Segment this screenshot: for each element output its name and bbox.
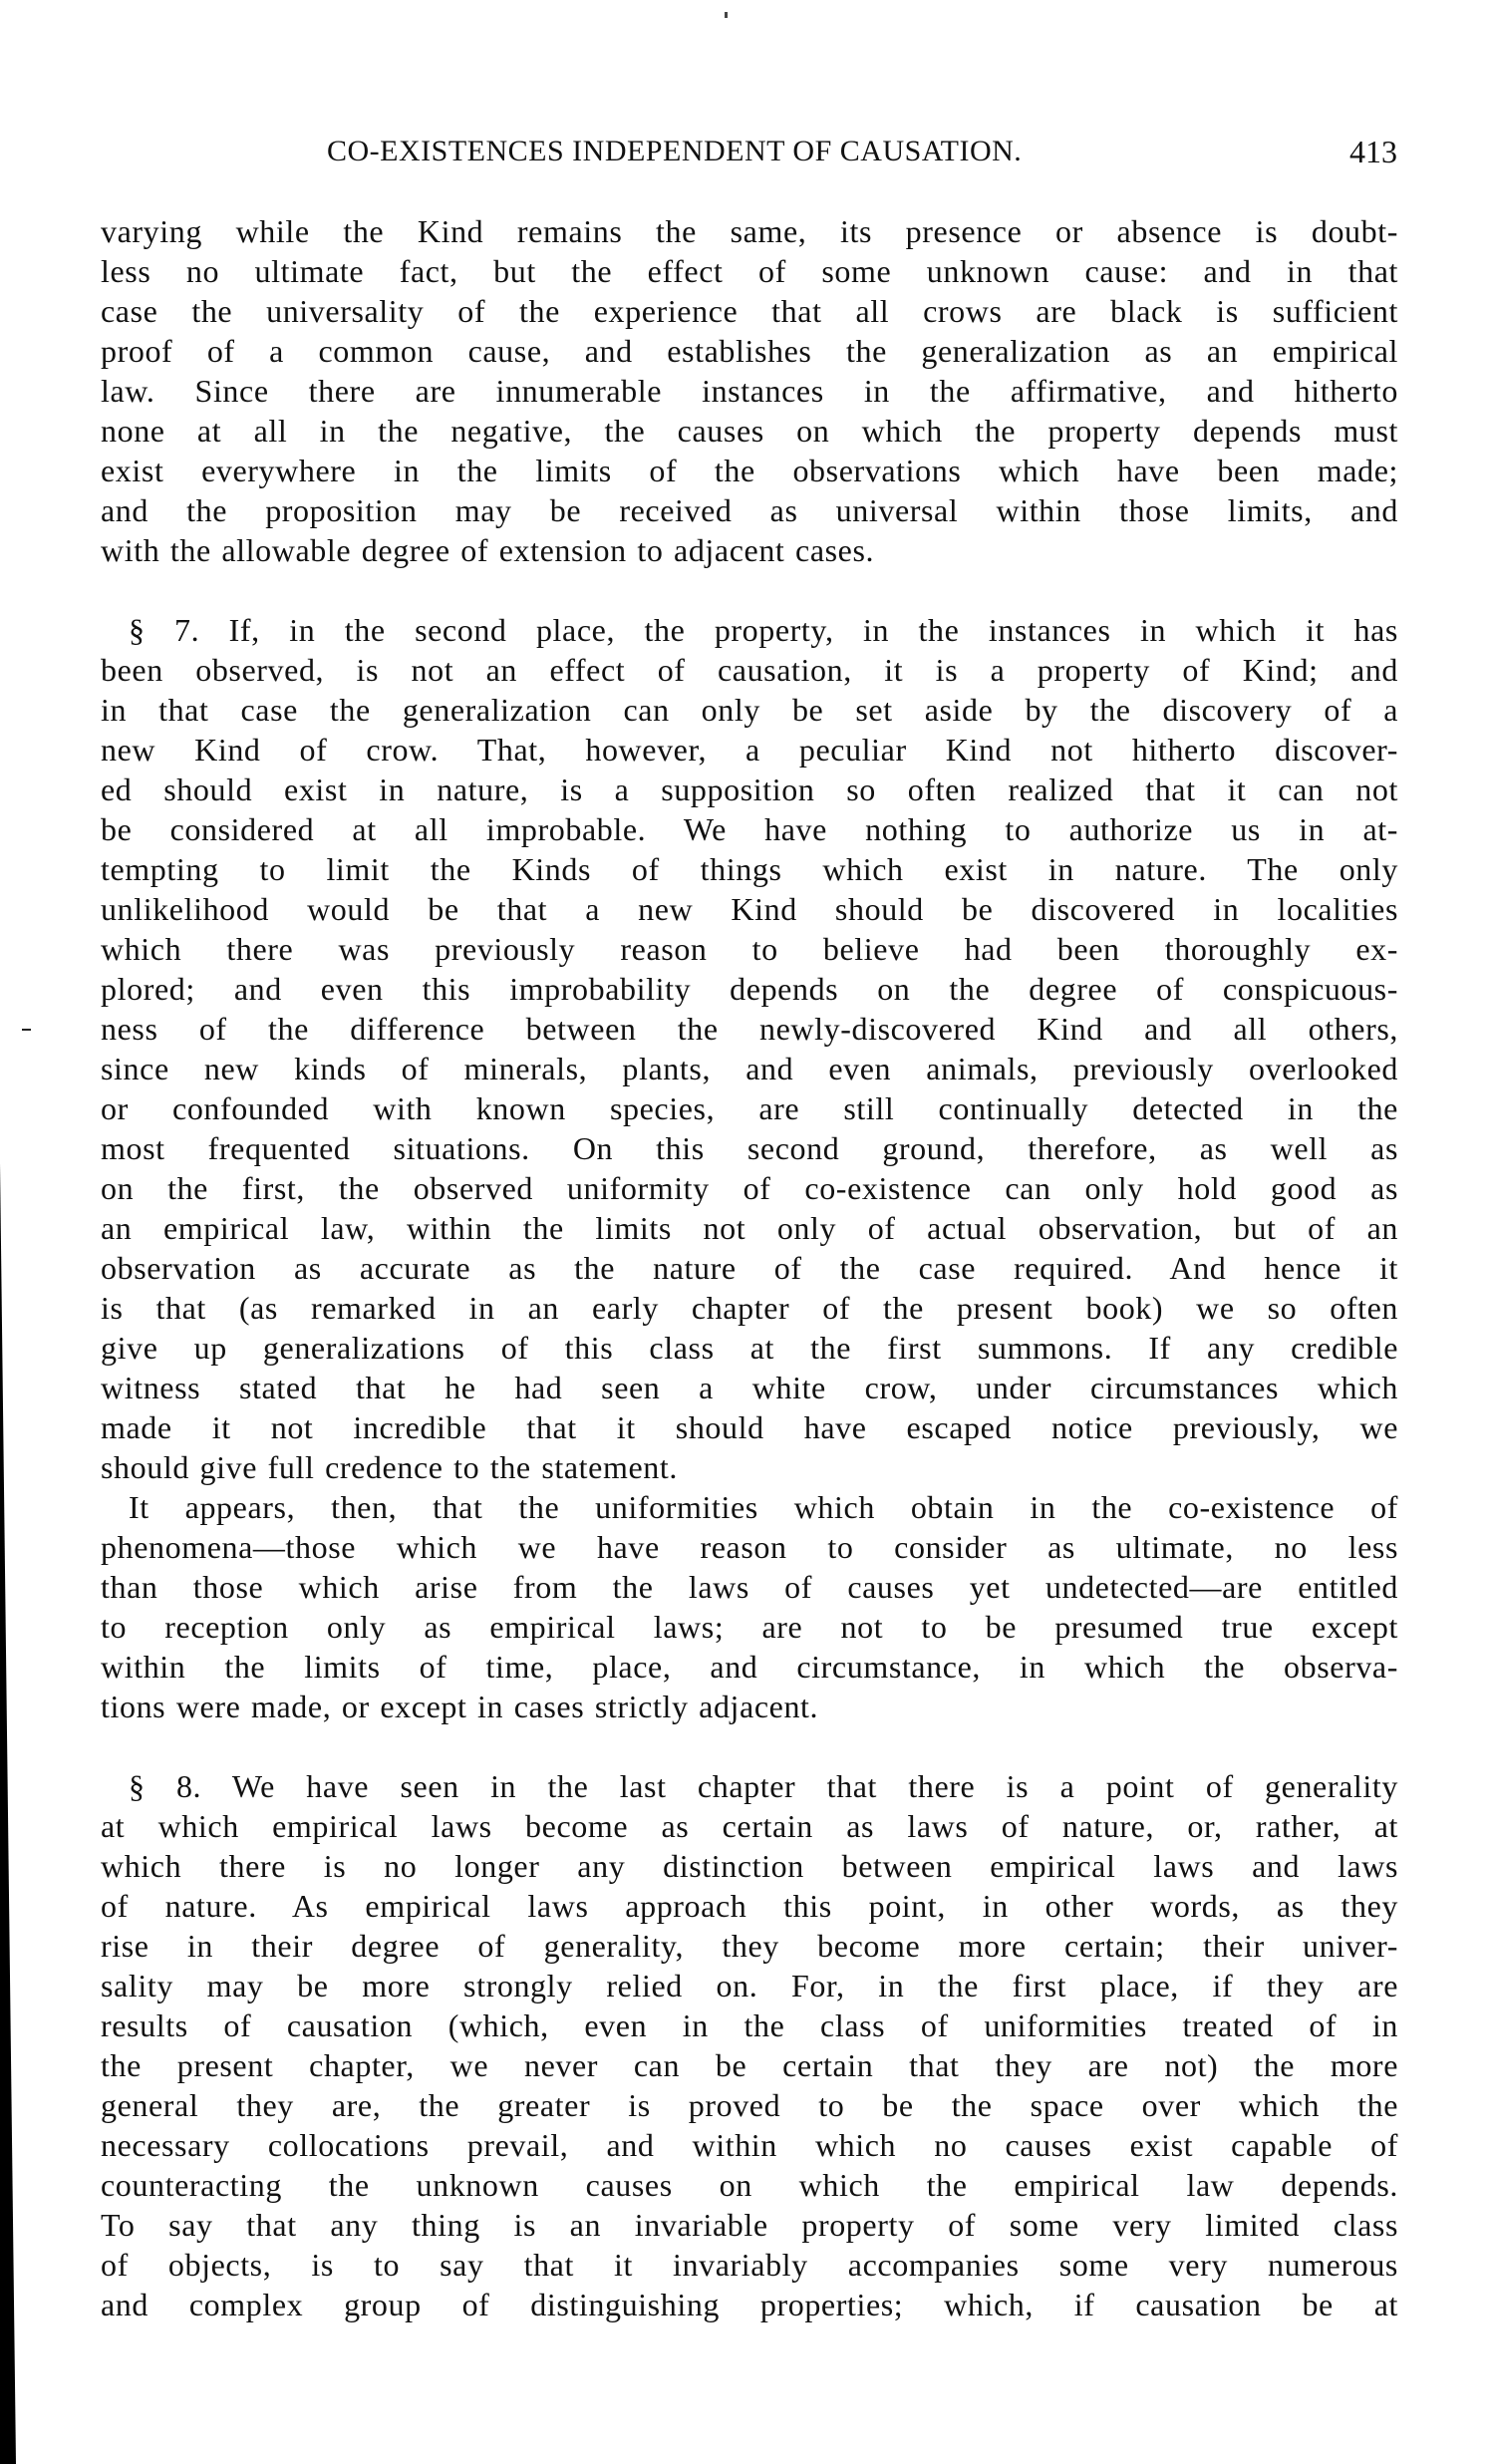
text-line: of nature. As empirical laws approach this point, in other words, as they	[101, 1888, 1398, 1924]
text-line: which there was previously reason to believe had been thoroughly ex-	[101, 931, 1398, 967]
text-line: plored; and even this improbability depends on the degree of conspicuous-	[101, 971, 1398, 1007]
text-line: within the limits of time, place, and circumstance, in which the observa-	[101, 1649, 1398, 1685]
text-line: most frequented situations. On this second ground, therefore, as well as	[101, 1130, 1398, 1166]
running-title: CO-EXISTENCES INDEPENDENT OF CAUSATION.	[327, 135, 1023, 167]
text-line: observation as accurate as the nature of the case required. And hence it	[101, 1250, 1398, 1286]
text-line: is that (as remarked in an early chapter of the present book) we so often	[101, 1290, 1398, 1326]
text-line: the present chapter, we never can be certain that they are not) the more	[101, 2047, 1398, 2083]
text-line: It appears, then, that the uniformities which obtain in the co-existence of	[129, 1489, 1398, 1525]
text-line: § 7. If, in the second place, the property, in the instances in which it has	[129, 612, 1398, 648]
text-line: necessary collocations prevail, and within which no causes exist capable of	[101, 2127, 1398, 2163]
text-line: with the allowable degree of extension to adjacent cases.	[101, 532, 875, 568]
text-line: or confounded with known species, are still continually detected in the	[101, 1090, 1398, 1126]
text-line: since new kinds of minerals, plants, and even animals, previously overlooked	[101, 1051, 1398, 1086]
text-line: results of causation (which, even in the class of uniformities treated of in	[101, 2007, 1398, 2043]
text-line: new Kind of crow. That, however, a peculiar Kind not hitherto discover-	[101, 732, 1398, 768]
text-line: unlikelihood would be that a new Kind should be discovered in localities	[101, 891, 1398, 927]
text-line: exist everywhere in the limits of the observations which have been made;	[101, 453, 1398, 488]
text-line: law. Since there are innumerable instances in the affirmative, and hitherto	[101, 373, 1398, 409]
text-line: than those which arise from the laws of causes yet undetected—are entitled	[101, 1569, 1398, 1605]
text-line: on the first, the observed uniformity of co-existence can only hold good as	[101, 1170, 1398, 1206]
text-line: should give full credence to the statement.	[101, 1449, 678, 1485]
text-line: none at all in the negative, the causes on which the property depends must	[101, 413, 1398, 449]
page-header	[100, 130, 1397, 173]
text-line: case the universality of the experience that all crows are black is sufficient	[101, 293, 1398, 329]
text-line: be considered at all improbable. We have nothing to authorize us in at-	[101, 811, 1398, 847]
text-line: at which empirical laws become as certain as laws of nature, or, rather, at	[101, 1808, 1398, 1844]
text-line: ed should exist in nature, is a supposition so often realized that it can not	[101, 771, 1398, 807]
scan-speck	[725, 12, 728, 18]
text-line: and complex group of distinguishing properties; which, if causation be at	[101, 2287, 1398, 2322]
paragraph	[101, 1487, 1398, 1726]
paragraph	[101, 211, 1398, 570]
text-line: phenomena—those which we have reason to consider as ultimate, no less	[101, 1529, 1398, 1565]
page-number: 413	[1349, 134, 1397, 169]
text-line: been observed, is not an effect of causation, it is a property of Kind; and	[101, 652, 1398, 688]
scan-mark	[22, 1029, 31, 1031]
text-line: in that case the generalization can only be set aside by the discovery of a	[101, 692, 1398, 728]
page-body	[101, 211, 1398, 2324]
text-line: sality may be more strongly relied on. For, in the first place, if they are	[101, 1968, 1398, 2003]
text-line: less no ultimate fact, but the effect of some unknown cause: and in that	[101, 253, 1398, 289]
text-line: ness of the difference between the newly-discovered Kind and all others,	[101, 1011, 1398, 1047]
text-line: proof of a common cause, and establishes the generalization as an empirical	[101, 333, 1398, 369]
text-line: witness stated that he had seen a white crow, under circumstances which	[101, 1370, 1398, 1405]
text-line: an empirical law, within the limits not only of actual observation, but of an	[101, 1210, 1398, 1246]
text-line: tions were made, or except in cases strictly adjacent.	[101, 1689, 819, 1724]
text-line: To say that any thing is an invariable property of some very limited class	[101, 2207, 1398, 2243]
text-line: § 8. We have seen in the last chapter that there is a point of generality	[129, 1768, 1398, 1804]
text-line: of objects, is to say that it invariably accompanies some very numerous	[101, 2247, 1398, 2283]
text-line: rise in their degree of generality, they become more certain; their univer-	[101, 1928, 1398, 1964]
text-line: counteracting the unknown causes on which the empirical law depends.	[101, 2167, 1398, 2203]
text-line: made it not incredible that it should have escaped notice previously, we	[101, 1409, 1398, 1445]
text-line: which there is no longer any distinction between empirical laws and laws	[101, 1848, 1398, 1884]
text-line: and the proposition may be received as universal within those limits, and	[101, 492, 1398, 528]
text-line: to reception only as empirical laws; are not to be presumed true except	[101, 1609, 1398, 1645]
text-line: give up generalizations of this class at the first summons. If any credible	[101, 1330, 1398, 1366]
paragraph	[101, 610, 1398, 1487]
text-line: general they are, the greater is proved to be the space over which the	[101, 2087, 1398, 2123]
text-line: varying while the Kind remains the same, its presence or absence is doubt-	[101, 213, 1398, 249]
paragraph	[101, 1766, 1398, 2324]
scan-edge-shadow	[0, 1163, 16, 2464]
text-line: tempting to limit the Kinds of things which exist in nature. The only	[101, 851, 1398, 887]
